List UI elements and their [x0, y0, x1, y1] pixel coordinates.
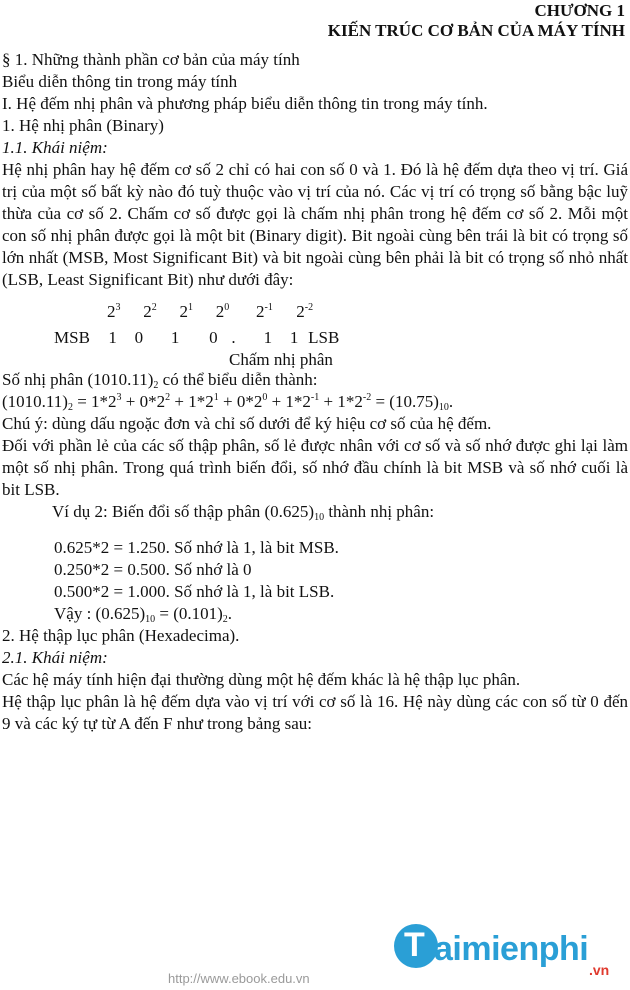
- logo-suffix: .vn: [589, 962, 610, 978]
- fraction-paragraph: Đối với phần lẻ của các số thập phân, số lẻ được nhân với cơ số và số nhớ được ghi lại làm một số nhị phân. Trong quá trình biến đổi, số nhớ đầu chính là bit MSB và số nhớ cuối là bit LSB.: [2, 436, 628, 499]
- lsb-label: LSB: [308, 328, 340, 347]
- section-subtitle: Biểu diễn thông tin trong máy tính: [2, 72, 238, 91]
- hex-paragraph-2: Hệ thập lục phân là hệ đếm dựa vào vị trí với cơ số là 16. Hệ này dùng các con số từ 0 đến 9 và các ký tự từ A đến F như trong bảng sau:: [2, 692, 628, 733]
- example-2: [2, 501, 628, 523]
- formula-lhs: (1010.11): [2, 392, 68, 411]
- conversion-step: 0.625*2 = 1.250. Số nhớ là 1, là bit MSB.: [54, 538, 339, 557]
- result-end: .: [227, 604, 233, 623]
- chapter-header: [2, 0, 628, 41]
- result-middle: = (0.101): [155, 604, 223, 623]
- bit-value: 0: [134, 328, 144, 347]
- expansion-formula: $(1010.11)_2 = 1*2^3 + 0*2^2 + 1*2^1 + 0*2^0 + 1*2^{-1} + 1*2^{-2} = (10.75)_{10}$.: [2, 392, 454, 413]
- hex-heading: 2. Hệ thập lục phân (Hexadecima).: [2, 626, 240, 645]
- note: Chú ý: dùng dấu ngoặc đơn và chỉ số dưới để ký hiệu cơ số của hệ đếm.: [2, 414, 492, 433]
- power-exponent: 3: [115, 302, 121, 313]
- chapter-title: KIẾN TRÚC CƠ BẢN CỦA MÁY TÍNH: [327, 21, 625, 40]
- power-exponent: -1: [264, 302, 273, 313]
- conversion-step: 0.250*2 = 0.500. Số nhớ là 0: [54, 560, 252, 579]
- power-exponent: 1: [188, 302, 193, 313]
- example-2-text: Ví dụ 2: Biến đổi số thập phân (0.625): [52, 502, 315, 521]
- bit-value: 1: [170, 328, 180, 347]
- hex-concept-heading: 2.1. Khái niệm:: [2, 648, 108, 667]
- binary-weights-figure: [2, 301, 628, 367]
- binary-heading: 1. Hệ nhị phân (Binary): [2, 116, 164, 135]
- conversion-result: [2, 603, 628, 625]
- bit-value: 1: [263, 328, 273, 347]
- base-subscript: 2: [67, 402, 73, 413]
- example-intro-text: Số nhị phân (1010.11): [2, 370, 154, 389]
- base-subscript: 2: [153, 380, 159, 391]
- binary-concept-heading: 1.1. Khái niệm:: [2, 138, 108, 157]
- formula-result: = (10.75): [371, 392, 439, 411]
- bit-row: [54, 327, 339, 349]
- power-exponent: 2: [151, 302, 157, 313]
- base-subscript: 10: [438, 402, 449, 413]
- result-prefix: Vậy : (0.625): [54, 604, 146, 623]
- power-exponent: -2: [304, 302, 314, 313]
- taimienphi-logo: [394, 920, 626, 976]
- bit-value: 1: [289, 328, 299, 347]
- base-subscript: 10: [145, 614, 156, 625]
- base-subscript: 2: [222, 614, 228, 625]
- example-intro-tail: có thể biểu diễn thành:: [158, 370, 318, 389]
- logo-wordmark: aimienphi: [434, 930, 589, 968]
- section-heading: § 1. Những thành phần cơ bản của máy tính: [2, 50, 300, 69]
- binary-paragraph: Hệ nhị phân hay hệ đếm cơ số 2 chỉ có hai con số 0 và 1. Đó là hệ đếm dựa theo vị trí. Giá trị của một số bất kỳ nào đó tuỳ thuộc vào vị trí của nó. Các vị trí có trọng số bằng bậc luỹ thừa của cơ số 2. Chấm cơ số được gọi là chấm nhị phân trong hệ đếm cơ số 2. Mỗi một con số nhị phân được gọi là một bit (Binary digit). Bit ngoài cùng bên trái là bit có trọng số lớn nhất (MSB, Most Significant Bit) và bit ngoài cùng bên phải là bit có trọng số nhỏ nhất (LSB, Least Significant Bit) như dưới đây:: [2, 160, 628, 289]
- conversion-step: 0.500*2 = 1.000. Số nhớ là 1, là bit LSB.: [54, 582, 335, 601]
- bit-value: 1: [108, 328, 117, 347]
- msb-label: MSB: [54, 328, 90, 347]
- part-heading: I. Hệ đếm nhị phân và phương pháp biểu diễn thông tin trong máy tính.: [2, 94, 488, 113]
- binary-point-label: Chấm nhị phân: [229, 350, 333, 369]
- power-row: $2^3$ $2^2$ $2^1$ $2^0$ $2^{-1}$ $2^{-2}$: [107, 302, 314, 321]
- base-subscript: 10: [314, 512, 325, 523]
- example-intro: [2, 369, 628, 391]
- example-2-tail: thành nhị phân:: [324, 502, 435, 521]
- bit-value: 0: [209, 328, 218, 347]
- footer-url: http://www.ebook.edu.vn: [168, 971, 310, 986]
- binary-point: .: [231, 328, 236, 347]
- hex-paragraph-1: Các hệ máy tính hiện đại thường dùng một hệ đếm khác là hệ thập lục phân.: [2, 670, 521, 689]
- chapter-number: CHƯƠNG 1: [534, 1, 625, 20]
- logo-initial: T: [404, 926, 425, 964]
- power-exponent: 0: [224, 302, 230, 313]
